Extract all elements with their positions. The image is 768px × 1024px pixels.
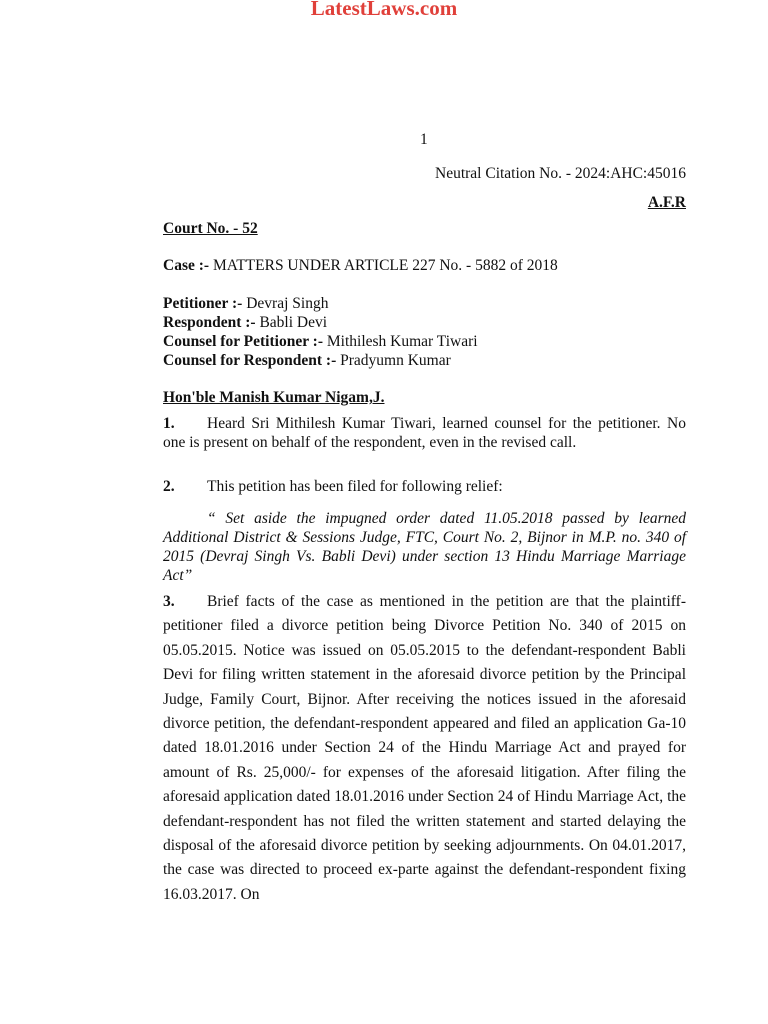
paragraph-2 [163,478,686,496]
page-number: 1 [420,131,428,148]
judge-name: Hon'ble Manish Kumar Nigam,J. [163,389,385,406]
respondent-label: Respondent :- [163,314,256,331]
paragraph-text: This petition has been filed for following relief: [207,478,503,495]
paragraph-number: 3. [163,593,175,610]
petitioner-value: Devraj Singh [242,295,329,312]
counsel-respondent-line [163,351,478,370]
counsel-petitioner-label: Counsel for Petitioner :- [163,333,323,350]
counsel-petitioner-value: Mithilesh Kumar Tiwari [323,333,478,350]
case-line [163,257,558,275]
paragraph-number: 1. [163,415,175,432]
counsel-petitioner-line [163,332,478,351]
parties-block [163,294,478,370]
paragraph-text: Heard Sri Mithilesh Kumar Tiwari, learned counsel for the petitioner. No one is present on behalf of the respondent, even in the revised call. [163,415,686,451]
paragraph-3 [163,590,686,907]
petitioner-line [163,294,478,313]
respondent-line [163,313,478,332]
case-value: MATTERS UNDER ARTICLE 227 No. - 5882 of 2018 [209,257,558,274]
paragraph-text: Brief facts of the case as mentioned in the petition are that the plaintiff-petitioner filed a divorce petition being Divorce Petition No. 340 of 2015 on 05.05.2015. Notice was issued on 05.05.2015 to the defendant-respondent Babli Devi for filing written statement in the aforesaid divorce petition by the Principal Judge, Family Court, Bijnor. After receiving the notices issued in the aforesaid divorce petition, the defendant-respondent appeared and filed an application Ga-10 dated 18.01.2016 under Section 24 of the Hindu Marriage Act and prayed for amount of Rs. 25,000/- for expenses of the aforesaid litigation. After filing the aforesaid application dated 18.01.2016 under Section 24 of Hindu Marriage Act, the defendant-respondent has not filed the written statement and started delaying the disposal of the aforesaid divorce petition by seeking adjournments. On 04.01.2017, the case was directed to proceed ex-parte against the defendant-respondent fixing 16.03.2017. On [163,593,686,903]
paragraph-number: 2. [163,478,175,495]
respondent-value: Babli Devi [255,314,328,331]
neutral-citation: Neutral Citation No. - 2024:AHC:45016 [435,165,686,182]
counsel-respondent-value: Pradyumn Kumar [336,352,451,369]
court-number: Court No. - 52 [163,220,258,237]
relief-quote: “ Set aside the impugned order dated 11.05.2018 passed by learned Additional District & Sessions Judge, FTC, Court No. 2, Bijnor in M.P. no. 340 of 2015 (Devraj Singh Vs. Babli Devi) under section 13 Hindu Marriage Marriage Act” [163,510,686,584]
paragraph-1 [163,414,686,452]
watermark-logo[interactable]: LatestLaws.com [310,0,458,20]
petitioner-label: Petitioner :- [163,295,243,312]
counsel-respondent-label: Counsel for Respondent :- [163,352,337,369]
case-label: Case :- [163,257,210,274]
afr-marker: A.F.R [647,194,686,211]
